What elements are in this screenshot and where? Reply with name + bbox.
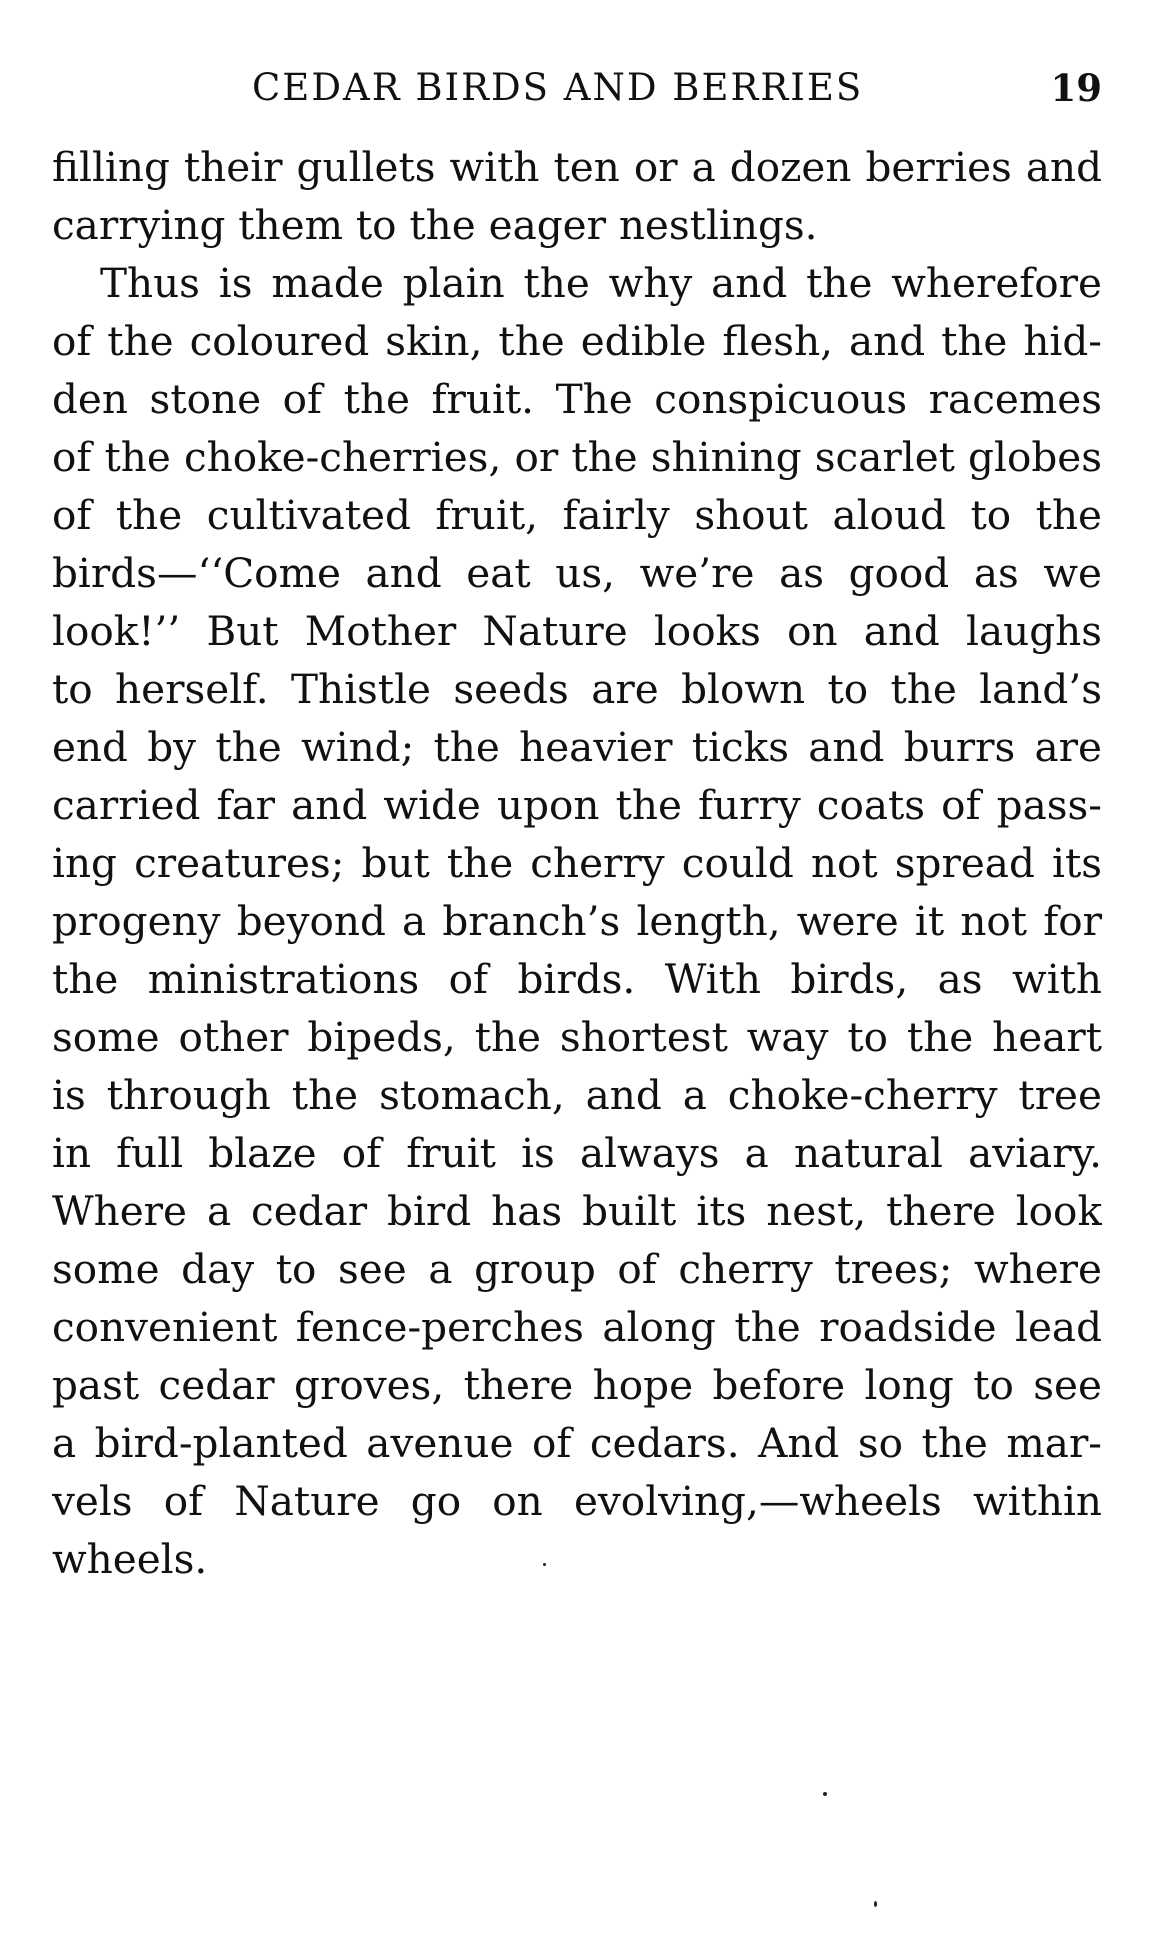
ink-speck	[823, 1792, 827, 1796]
text-line: filling their gullets with ten or a dozen berries and	[52, 143, 1102, 191]
text-line: the ministrations of birds. With birds, as with	[52, 955, 1102, 1003]
text-line: Where a cedar bird has built its nest, there look	[52, 1187, 1102, 1235]
text-line: a bird-planted avenue of cedars. And so the mar-	[52, 1419, 1102, 1467]
text-line: progeny beyond a branch’s length, were it not for	[52, 897, 1102, 945]
text-line: to herself. Thistle seeds are blown to the land’s	[52, 665, 1102, 713]
text-line: carrying them to the eager nestlings.	[52, 201, 818, 249]
text-line: ing creatures; but the cherry could not spread its	[52, 839, 1102, 887]
text-line: past cedar groves, there hope before long to see	[52, 1361, 1102, 1409]
text-line: is through the stomach, and a choke-cherry tree	[52, 1071, 1102, 1119]
ink-speck	[874, 1901, 877, 1907]
text-line: vels of Nature go on evolving,—wheels within	[52, 1477, 1102, 1525]
page-number: 19	[1050, 66, 1102, 110]
ink-speck	[543, 1563, 546, 1566]
text-line: of the choke-cherries, or the shining scarlet globes	[52, 433, 1102, 481]
text-line: look!’’ But Mother Nature looks on and laughs	[52, 607, 1102, 655]
text-line: of the cultivated fruit, fairly shout aloud to the	[52, 491, 1102, 539]
text-line: Thus is made plain the why and the wherefore	[100, 259, 1102, 307]
text-line: end by the wind; the heavier ticks and burrs are	[52, 723, 1102, 771]
text-line: convenient fence-perches along the roadside lead	[52, 1303, 1102, 1351]
running-title: CEDAR BIRDS AND BERRIES	[252, 66, 864, 109]
text-line: some day to see a group of cherry trees; where	[52, 1245, 1102, 1293]
text-line: some other bipeds, the shortest way to the heart	[52, 1013, 1102, 1061]
body-text	[52, 138, 1102, 1588]
text-line: wheels.	[52, 1535, 208, 1583]
text-line: birds—‘‘Come and eat us, we’re as good as we	[52, 549, 1102, 597]
text-line: den stone of the fruit. The conspicuous racemes	[52, 375, 1102, 423]
running-head	[52, 58, 1102, 118]
text-line: carried far and wide upon the furry coats of pass-	[52, 781, 1102, 829]
text-line: in full blaze of fruit is always a natural aviary.	[52, 1129, 1102, 1177]
text-line: of the coloured skin, the edible flesh, and the hid-	[52, 317, 1102, 365]
